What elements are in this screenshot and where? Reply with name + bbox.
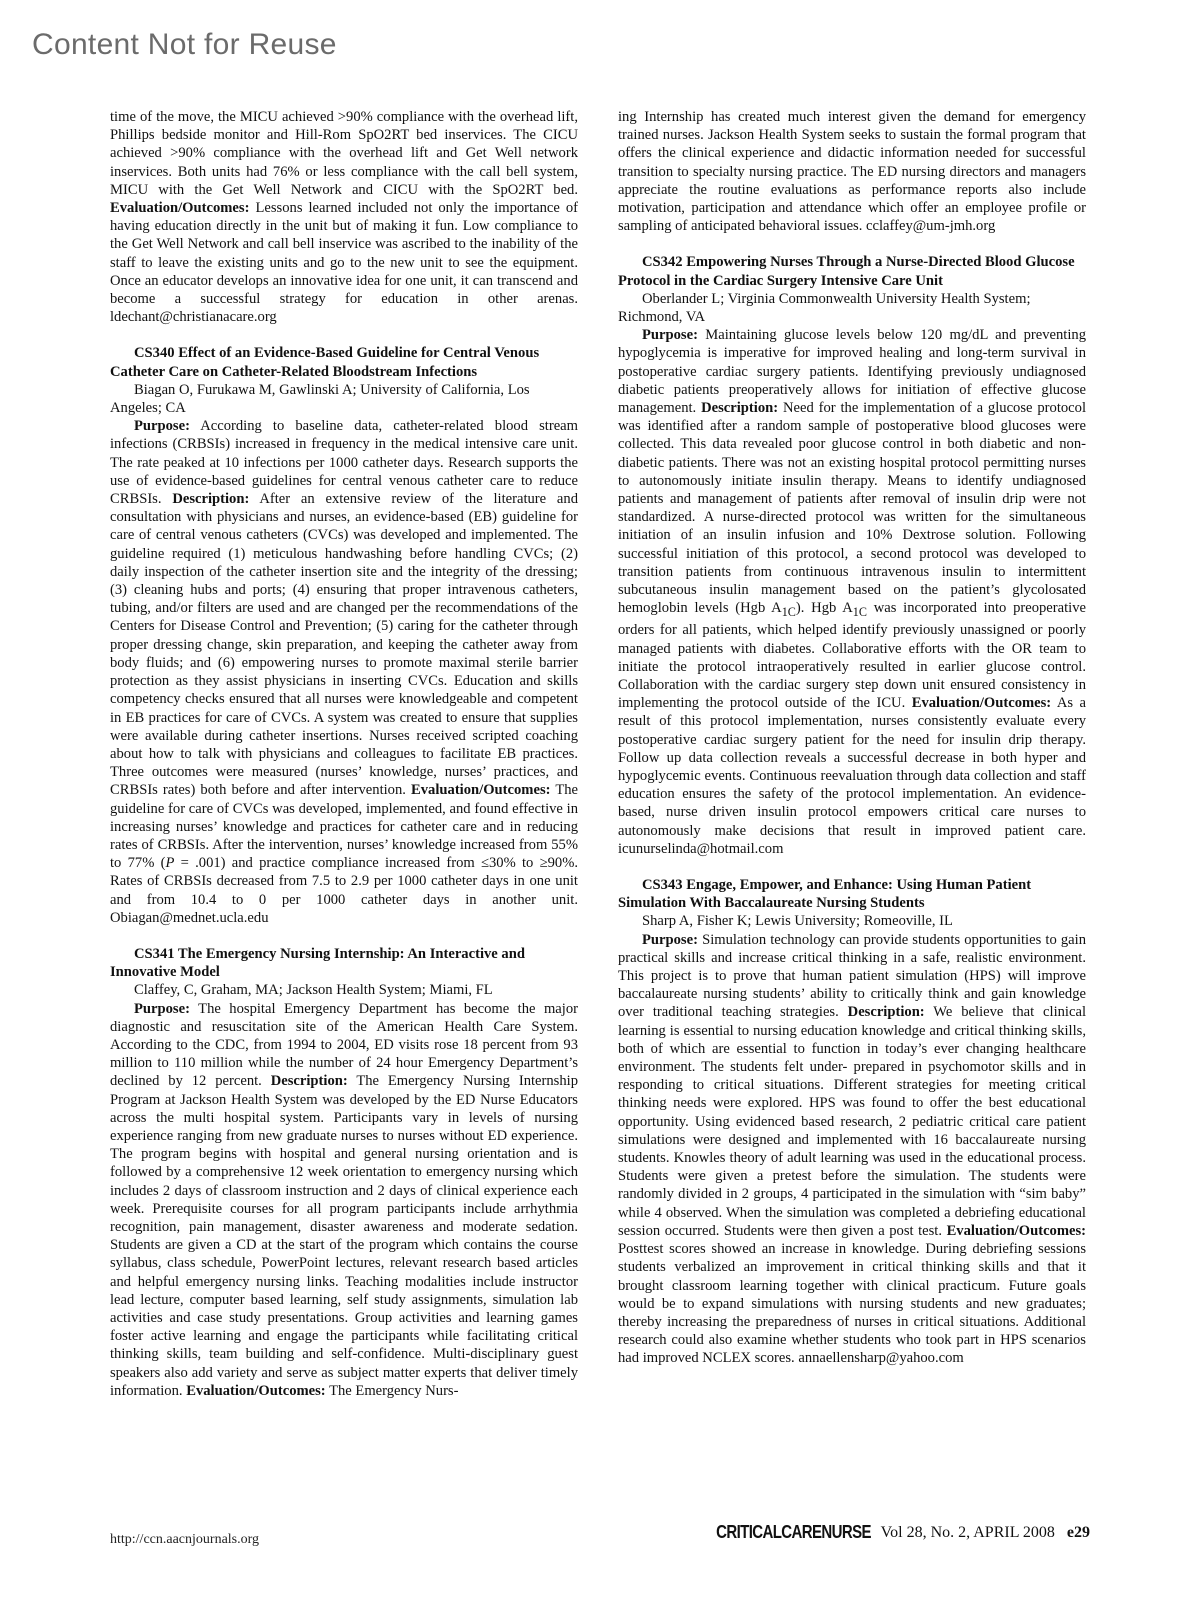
abstract-body-cs343	[618, 931, 1086, 1368]
outcomes-label: Evaluation/Outcomes:	[911, 695, 1052, 712]
subscript-1c: 1C	[781, 605, 796, 620]
outcomes-text: As a result of this protocol implementation, nurses consistently evaluate every postoperative cardiac surgery patient for the need for insulin drip therapy. Follow up data collection reveals a successful decrease in both hyper and hypoglycemic events. Continuous reevaluation through data collection and staff education ensures the safety of the protocol implementation. An evidence-based, nurse driven insulin protocol empowers critical care nurses to autonomously make decisions that result in improved patient care. icunurselinda@hotmail.com	[618, 695, 1087, 857]
description-label: Description:	[270, 1073, 348, 1090]
abstract-body-cs340	[110, 417, 578, 927]
outcomes-label: Evaluation/Outcomes:	[186, 1382, 326, 1399]
description-text: Need for the implementation of a glucose protocol was identified after a random sample of postoperative blood glucoses were collected. This data revealed poor glucose control in both diabetic and non-diabetic patients. There was not an existing hospital protocol permitting nurses to autonomously initiate insulin therapy. Means to identify undiagnosed patients and management of patients after removal of insulin drip were not standardized. A nurse-directed protocol was written for the simultaneous initiation of an insulin infusion and 10% Dextrose solution. Following successful initiation of this protocol, a second protocol was developed to transition patients from continuous intravenous insulin to intermittent subcutaneous insulin management based on the patient’s glycolosated hemoglobin levels (Hgb A	[618, 400, 1086, 617]
purpose-label: Purpose:	[642, 931, 698, 948]
outcomes-text: The Emergency Nurs-	[329, 1382, 459, 1399]
purpose-label: Purpose:	[134, 418, 190, 435]
footer-url[interactable]: http://ccn.aacnjournals.org	[110, 1532, 260, 1547]
abstract-body-cs342	[618, 326, 1086, 858]
purpose-label: Purpose:	[642, 327, 698, 344]
description-text-cont: ). Hgb A	[795, 600, 853, 617]
purpose-text: Maintaining glucose levels below 120 mg/dL and preventing hypoglycemia is imperative for improved healing and long-term survival in postoperative cardiac surgery patients. Identifying previously undiagnosed diabetic patients preoperatively allows for initiation of effective glucose management.	[618, 327, 1086, 417]
left-column	[110, 108, 578, 1400]
purpose-text: The hospital Emergency Department has become the major diagnostic and resuscitation site of the American Health Care System. According to the CDC, from 1994 to 2004, ED visits rose 18 percent from 93 million to 110 million while the number of 24 hour Emergency Department’s declined by 12 percent.	[110, 1000, 578, 1090]
abstract-authors-cs343: Sharp A, Fisher K; Lewis University; Romeoville, IL	[642, 913, 953, 930]
abstract-body-cs341-continued: ing Internship has created much interest given the demand for emergency trained nurses. Jackson Health System seeks to sustain the formal program that offers the clinical experience and didactic information needed for successful transition to specialty nursing practice. The ED nursing directors and managers appreciate the routine evaluations as performance reports also include motivation, participation and attendance which offer an employee profile or sampling of anticipated behavioral issues. cclaffey@um-jmh.org	[618, 109, 1086, 235]
abstract-title-cs343: CS343 Engage, Empower, and Enhance: Using Human Patient Simulation With Baccalaureate Nursing Students	[618, 877, 1032, 912]
issue-info: Vol 28, No. 2, APRIL 2008	[880, 1524, 1055, 1541]
purpose-label: Purpose:	[134, 1000, 190, 1017]
abstract-authors-cs341: Claffey, C, Graham, MA; Jackson Health System; Miami, FL	[134, 982, 493, 999]
description-text: The Emergency Nursing Internship Program at Jackson Health System was developed by the ED Nurse Educators across the multi hospital system. Participants vary in levels of nursing experience ranging from new graduate nurses to nurses without ED experience. The program begins with hospital and general nursing orientation and is followed by a comprehensive 12 week orientation to emergency nursing which includes 2 days of classroom instruction and 2 days of clinical experience each week. Prerequisite courses for all program participants include arrhythmia recognition, pain management, disaster awareness and moderate sedation. Students are given a CD at the start of the program which contains the course syllabus, class schedule, PowerPoint lectures, relevant research based articles and helpful emergency nursing links. Teaching modalities include instructor lead lecture, computer based learning, self study assignments, simulation lab activities and case study presentations. Group activities and learning games foster active learning and engage the participants while facilitating critical thinking skills, team building and self-confidence. Multi-disciplinary guest speakers also add variety and serve as subject matter experts that deliver timely information.	[110, 1073, 579, 1399]
continued-abstract	[110, 108, 578, 326]
journal-name: CRITICALCARENURSE	[716, 1521, 871, 1544]
outcomes-label: Evaluation/Outcomes:	[946, 1222, 1087, 1239]
description-label: Description:	[701, 400, 779, 417]
outcomes-label: Evaluation/Outcomes:	[110, 200, 250, 217]
description-text-cont: was incorporated into preoperative orders for all patients, which helped identify previously unassigned or poorly managed patients with diabetes. Collaborative efforts with the OR team to initiate the protocol intraoperatively resulted in earlier glucose control. Collaboration with the cardiac surgery step down unit ensured consistency in implementing the protocol outside of the ICU.	[618, 600, 1086, 712]
outcomes-text: Posttest scores showed an increase in knowledge. During debriefing sessions students verbalized an improvement in critical thinking skills and that it brought classroom learning together with clinical practicum. Future goals would be to expand simulations with nursing students and new graduates; thereby increasing the preparedness of nurses in critical situations. Additional research could also examine whether students who took part in HPS scenarios had improved NCLEX scores. annaellensharp@yahoo.com	[618, 1241, 1086, 1367]
abstract-authors-cs340: Biagan O, Furukawa M, Gawlinski A; University of California, Los Angeles; CA	[110, 381, 530, 417]
p-value-symbol: P	[165, 855, 175, 872]
abstract-body-cs341	[110, 1000, 578, 1400]
continued-body: time of the move, the MICU achieved >90% compliance with the overhead lift, Phillips bedside monitor and Hill-Rom SpO2RT bed inservices. The CICU achieved >90% compliance with the overhead lift and Get Well network inservices. Both units had 76% or less compliance with the call bell system, MICU with the Get Well Network and CICU with the SpO2RT bed.	[110, 109, 578, 198]
continued-outcomes: Lessons learned included not only the importance of having education directly in the unit but of making it fun. Low compliance to the Get Well Network and call bell inservice was ascribed to the inability of the staff to leave the existing units and go to the new unit to see the equipment. Once an educator develops an innovative idea for one unit, it can transcend and become a successful strategy for education in other arenas. ldechant@christianacare.org	[110, 200, 578, 326]
description-text: After an extensive review of the literature and consultation with physicians and nurses, an evidence-based (EB) guideline for care of central venous catheters (CVCs) was developed and implemented. The guideline required (1) meticulous handwashing before handling CVCs; (2) daily inspection of the catheter insertion site and the integrity of the dressing; (3) cleaning hubs and ports; (4) ensuring that proper intravenous catheters, tubing, and/or filters are used and are changed per the recommendations of the Centers for Disease Control and Prevention; (5) caring for the catheter through proper dressing change, skin preparation, and keeping the catheter away from body fluids; and (6) empowering nurses to promote maximal sterile barrier protection as they assist physicians in inserting CVCs. Education and skills competency checks ensured that all nurses were knowledgeable and competent in EB practices for care of CVCs. A system was created to ensure that supplies were available during catheter insertions. Nurses received scripted coaching about how to talk with physicians and colleagues to facilitate EB practices. Three outcomes were measured (nurses’ knowledge, nurses’ practices, and CRBSIs rates) both before and after intervention.	[110, 491, 578, 799]
outcomes-text: The guideline for care of CVCs was developed, implemented, and found effective in increasing nurses’ knowledge and practices for catheter care and in reducing rates of CRBSIs. After the intervention, nurses’ knowledge increased from 55% to 77% (	[110, 782, 579, 872]
outcomes-text-cont: = .001) and practice compliance increased from ≤30% to ≥90%. Rates of CRBSIs decreased from 7.5 to 2.9 per 1000 catheter days in one unit and from 10.4 to 0 per 1000 catheter days in another unit. Obiagan@mednet.ucla.edu	[110, 855, 578, 926]
outcomes-label: Evaluation/Outcomes:	[411, 782, 551, 799]
right-column	[618, 108, 1086, 1368]
abstract-title-cs342: CS342 Empowering Nurses Through a Nurse-Directed Blood Glucose Protocol in the Cardiac Surgery Intensive Care Unit	[618, 254, 1075, 289]
purpose-text: According to baseline data, catheter-related blood stream infections (CRBSIs) increased in frequency in the medical intensive care unit. The rate peaked at 10 infections per 1000 catheter days. Research supports the use of evidence-based guidelines for central venous catheter care to reduce CRBSIs.	[110, 418, 578, 508]
description-text: We believe that clinical learning is essential to nursing education knowledge and critical thinking skills, both of which are essential to function in today’s ever changing healthcare environment. The students felt under- prepared in psychomotor skills and in responding to critical situations. Different strategies for meeting critical thinking needs were explored. HPS was found to offer the best educational opportunity. Using evidenced based research, 2 pediatric critical care patient simulations were designed and implemented with 16 baccalaureate nursing students. Knowles theory of adult learning was used in the educational process. Students were given a pretest before the simulation. The students were randomly divided in 2 groups, 4 participated in the simulation with “sim baby” while 4 observed. When the simulation was completed a debriefing educational session occurred. Students were then given a post test.	[618, 1004, 1086, 1239]
description-label: Description:	[172, 491, 250, 508]
watermark-text: Content Not for Reuse	[32, 28, 337, 61]
footer-citation	[716, 1521, 1090, 1544]
abstract-title-cs340: CS340 Effect of an Evidence-Based Guideline for Central Venous Catheter Care on Catheter-Related Bloodstream Infections	[110, 345, 540, 380]
abstract-authors-cs342: Oberlander L; Virginia Commonwealth University Health System; Richmond, VA	[618, 290, 1031, 326]
purpose-text: Simulation technology can provide students opportunities to gain practical skills and increase critical thinking in a safe, realistic environment. This project is to prove that human patient simulation (HPS) will improve baccalaureate nursing students’ ability to critically think and gain knowledge over traditional teaching strategies.	[618, 931, 1086, 1021]
subscript-1c: 1C	[852, 605, 867, 620]
description-label: Description:	[847, 1004, 925, 1021]
abstract-title-cs341: CS341 The Emergency Nursing Internship: An Interactive and Innovative Model	[110, 945, 525, 981]
page-number: e29	[1066, 1524, 1090, 1541]
